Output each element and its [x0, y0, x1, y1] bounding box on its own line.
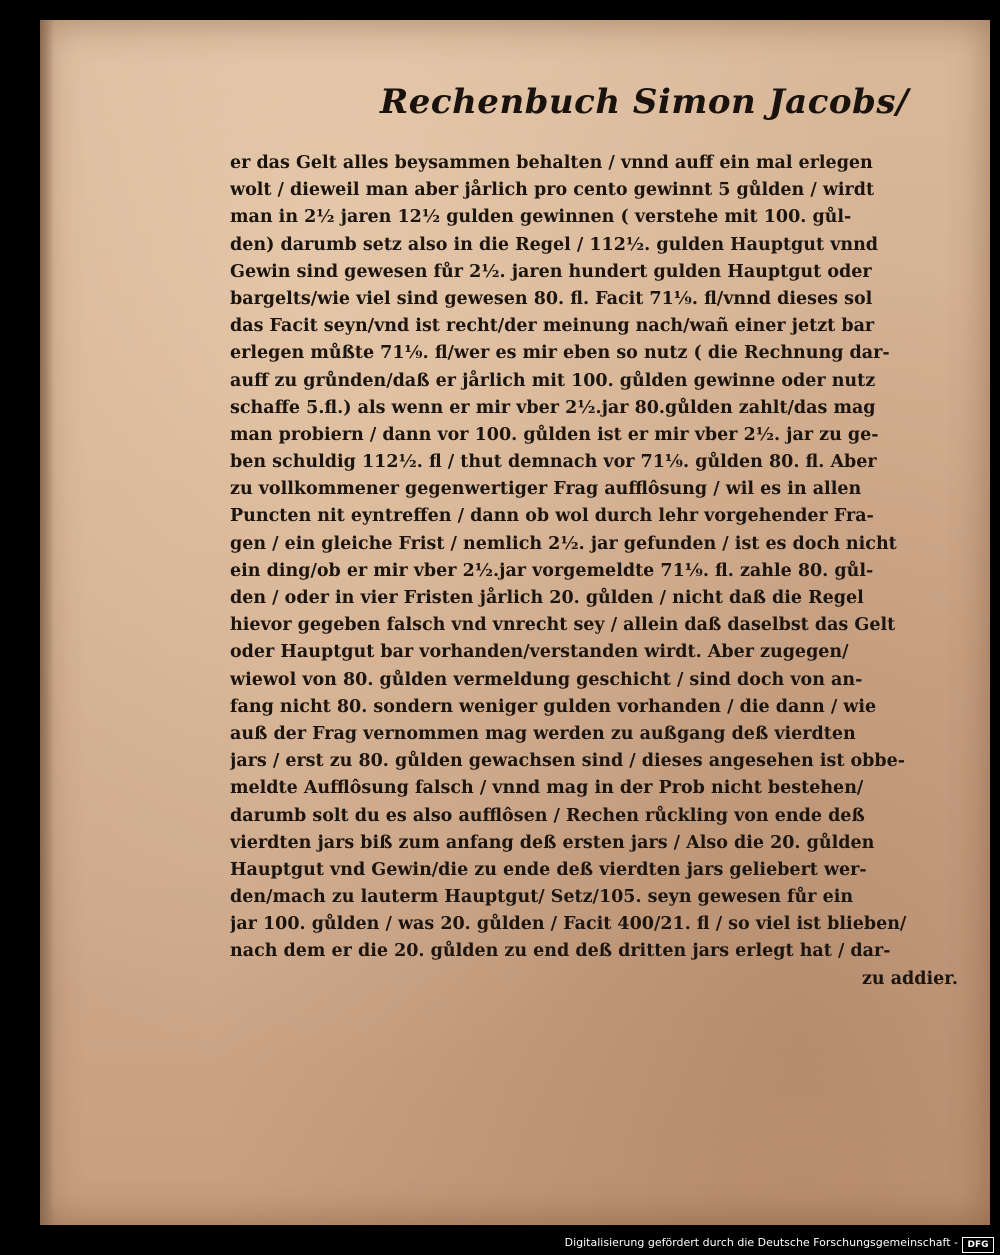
- text-line: ben schuldig 112½. fl / thut demnach vor 71⅑. gůlden 80. fl. Aber: [230, 452, 877, 473]
- text-line: erlegen můßte 71⅑. fl/wer es mir eben so nutz ( die Rechnung dar-: [230, 343, 890, 364]
- text-line: bargelts/wie viel sind gewesen 80. fl. Facit 71⅑. fl/vnnd dieses sol: [230, 288, 873, 309]
- body-text: [230, 150, 970, 993]
- running-header: Rechenbuch Simon Jacobs/: [380, 82, 909, 122]
- text-line: meldte Aufflôsung falsch / vnnd mag in der Prob nicht bestehen/: [230, 778, 864, 799]
- text-line: Hauptgut vnd Gewin/die zu ende deß vierdten jars geliebert wer-: [230, 859, 867, 880]
- catchword: zu addier.: [861, 968, 958, 989]
- text-line: wiewol von 80. gůlden vermeldung geschicht / sind doch von an-: [230, 669, 863, 690]
- text-line: er das Gelt alles beysammen behalten / vnnd auff ein mal erlegen: [230, 153, 873, 173]
- dfg-logo-icon: DFG: [962, 1237, 994, 1253]
- text-line: man in 2½ jaren 12½ gulden gewinnen ( verstehe mit 100. gůl-: [230, 207, 852, 228]
- text-line: wolt / dieweil man aber jårlich pro cento gewinnt 5 gůlden / wirdt: [230, 180, 875, 201]
- text-line: das Facit seyn/vnd ist recht/der meinung nach/wañ einer jetzt bar: [230, 316, 875, 337]
- footer-bar: [0, 1233, 1000, 1255]
- text-line: oder Hauptgut bar vorhanden/verstanden wirdt. Aber zugegen/: [230, 642, 849, 663]
- text-line: den) darumb setz also in die Regel / 112½. gulden Hauptgut vnnd: [230, 234, 879, 255]
- scanned-page: [40, 20, 990, 1225]
- text-line: darumb solt du es also aufflôsen / Rechen růckling von ende deß: [230, 805, 865, 826]
- text-line: nach dem er die 20. gůlden zu end deß dritten jars erlegt hat / dar-: [230, 941, 891, 962]
- text-line: Puncten nit eyntreffen / dann ob wol durch lehr vorgehender Fra-: [230, 506, 874, 527]
- text-line: den / oder in vier Fristen jårlich 20. gůlden / nicht daß die Regel: [230, 588, 864, 608]
- text-line: auß der Frag vernommen mag werden zu außgang deß vierdten: [230, 723, 856, 744]
- text-line: vierdten jars biß zum anfang deß ersten jars / Also die 20. gůlden: [230, 832, 875, 853]
- text-line: schaffe 5.fl.) als wenn er mir vber 2½.jar 80.gůlden zahlt/das mag: [230, 397, 876, 418]
- text-line: zu vollkommener gegenwertiger Frag aufflôsung / wil es in allen: [230, 479, 862, 500]
- text-line: den/mach zu lauterm Hauptgut/ Setz/105. seyn gewesen fůr ein: [230, 887, 854, 908]
- text-line: gen / ein gleiche Frist / nemlich 2½. jar gefunden / ist es doch nicht: [230, 533, 897, 554]
- text-line: Gewin sind gewesen fůr 2½. jaren hundert gulden Hauptgut oder: [230, 261, 872, 282]
- text-line: fang nicht 80. sondern weniger gulden vorhanden / die dann / wie: [230, 696, 877, 717]
- page-binding-edge: [40, 20, 54, 1225]
- funding-credit: Digitalisierung gefördert durch die Deutsche Forschungsgemeinschaft -: [564, 1236, 958, 1249]
- text-line: jar 100. gůlden / was 20. gůlden / Facit 400/21. fl / so viel ist blieben/: [230, 914, 907, 935]
- text-line: jars / erst zu 80. gůlden gewachsen sind / dieses angesehen ist obbe-: [230, 751, 906, 772]
- text-line: ein ding/ob er mir vber 2½.jar vorgemeldte 71⅑. fl. zahle 80. gůl-: [230, 560, 874, 581]
- text-line: hievor gegeben falsch vnd vnrecht sey / allein daß daselbst das Gelt: [230, 615, 896, 636]
- text-line: auff zu grůnden/daß er jårlich mit 100. gůlden gewinne oder nutz: [230, 370, 876, 391]
- text-line: man probiern / dann vor 100. gůlden ist er mir vber 2½. jar zu ge-: [230, 424, 879, 445]
